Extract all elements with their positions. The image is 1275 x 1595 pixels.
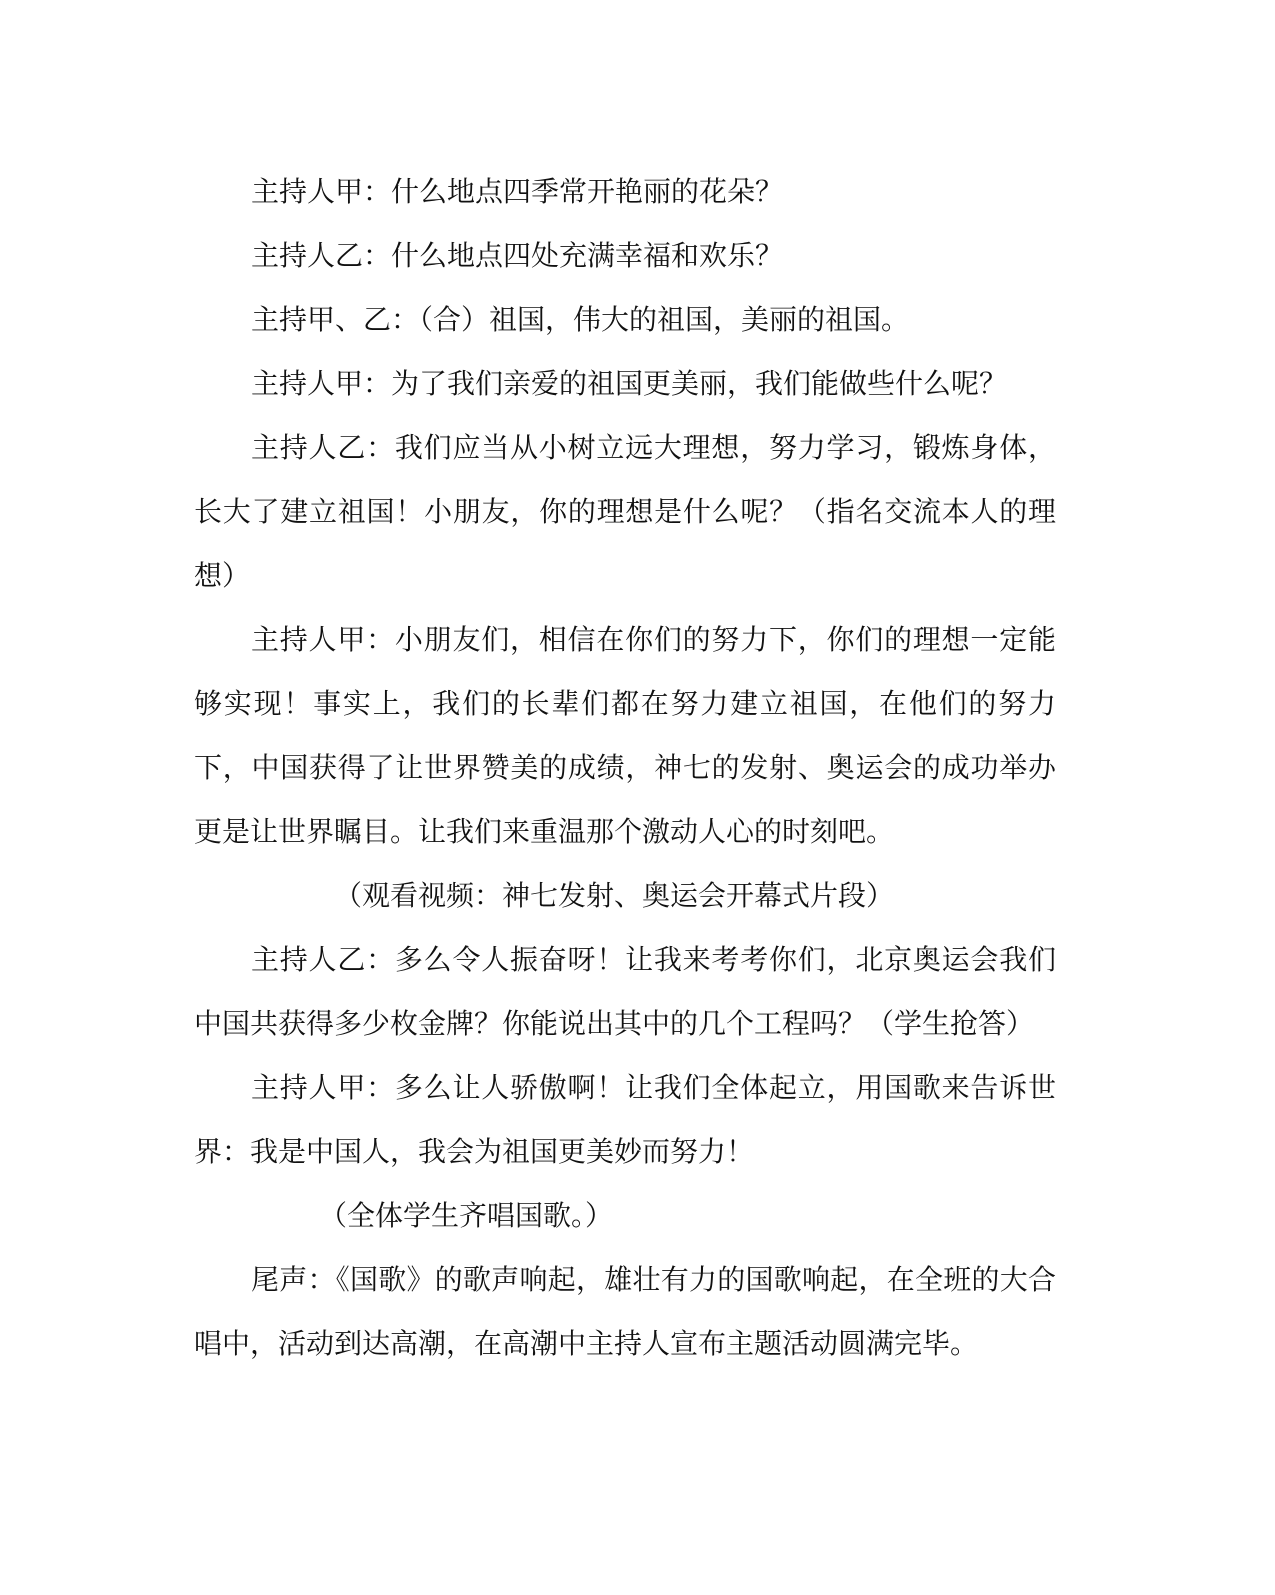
paragraph-host-a-achievements: 主持人甲：小朋友们，相信在你们的努力下，你们的理想一定能够实现！事实上，我们的长辈们都在努力建立祖国，在他们的努力下，中国获得了让世界赞美的成绩，神七的发射、奥运会的成功举办更是让世界瞩目。让我们来重温那个激动人心的时刻吧。 xyxy=(194,623,1056,848)
paragraph-host-a-flowers: 主持人甲：什么地点四季常开艳丽的花朵？ xyxy=(251,175,784,208)
document-body xyxy=(194,160,1056,1376)
stage-direction-video: （观看视频：神七发射、奥运会开幕式片段） xyxy=(334,879,895,912)
paragraph-epilogue: 尾声：《国歌》的歌声响起，雄壮有力的国歌响起，在全班的大合唱中，活动到达高潮，在高潮中主持人宣布主题活动圆满完毕。 xyxy=(194,1263,1056,1360)
paragraph-host-b-olympics: 主持人乙：多么令人振奋呀！让我来考考你们，北京奥运会我们中国共获得多少枚金牌？你能说出其中的几个工程吗？（学生抢答） xyxy=(194,943,1056,1040)
paragraph-host-a-question: 主持人甲：为了我们亲爱的祖国更美丽，我们能做些什么呢？ xyxy=(251,367,1008,400)
paragraph-host-b-happiness: 主持人乙：什么地点四处充满幸福和欢乐？ xyxy=(251,239,784,272)
stage-direction-anthem: （全体学生齐唱国歌。） xyxy=(319,1199,614,1232)
paragraph-hosts-together: 主持甲、乙：（合）祖国，伟大的祖国，美丽的祖国。 xyxy=(251,303,910,336)
paragraph-host-b-ideals: 主持人乙：我们应当从小树立远大理想，努力学习，锻炼身体，长大了建立祖国！小朋友，你的理想是什么呢？（指名交流本人的理想） xyxy=(194,431,1056,592)
paragraph-host-a-anthem: 主持人甲：多么让人骄傲啊！让我们全体起立，用国歌来告诉世界：我是中国人，我会为祖国更美妙而努力！ xyxy=(194,1071,1056,1168)
